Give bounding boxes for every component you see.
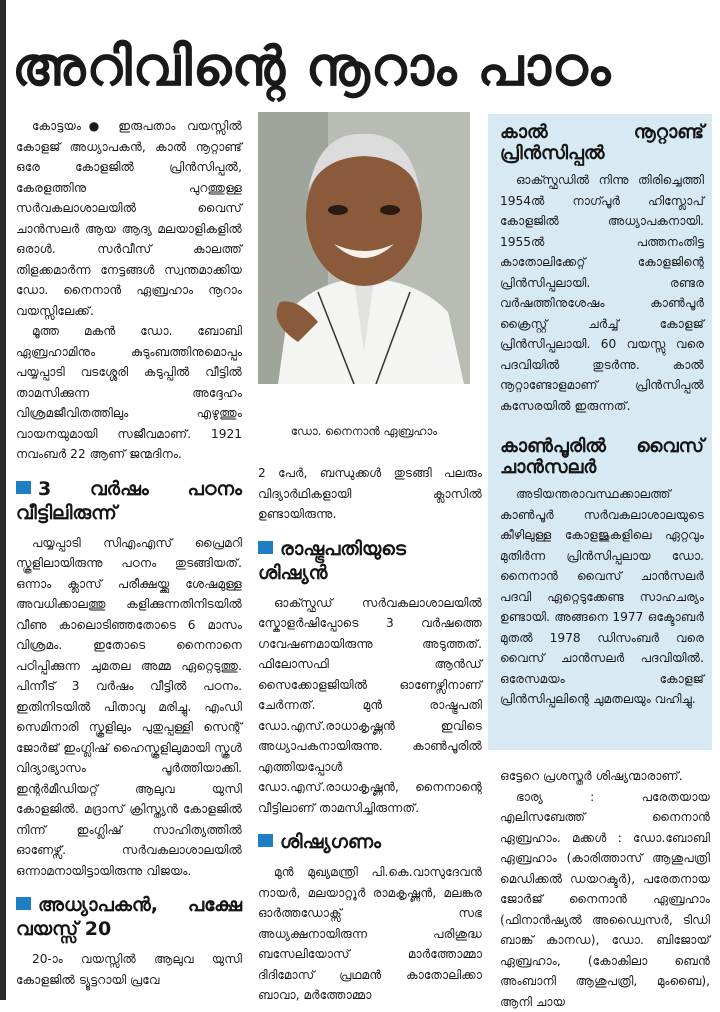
article-column-2 (258, 463, 482, 1006)
page-edge-bar (0, 0, 6, 1000)
disciples-paragraph: മുൻ മുഖ്യമന്ത്രി പി.കെ.വാസുദേവൻ നായർ, മലയാറ്റൂർ രാമകൃഷ്ണൻ, മലങ്കര ഓർത്തഡോക്സ് സഭ അധ്യക്ഷനായിരുന്ന പരിശുദ്ധ ബസേലിയോസ് മാർത്തോമ്മാ ദിദിമോസ് പ്രഥമൻ കാതോലിക്കാ ബാവാ, മർത്തോമ്മാ (258, 862, 482, 1006)
box-heading-vice-chancellor: കാൺപൂരിൽ വൈസ് ചാൻസലർ (500, 436, 704, 478)
study-paragraph: പയ്യപ്പാടി സിഎംഎസ് പ്രൈമറി സ്കൂളിലായിരുന്നു പഠനം തുടങ്ങിയത്. ഒന്നാം ക്ലാസ് പരീക്ഷയ്ക്കു ശേഷമുള്ള അവധിക്കാലത്തു കളിക്കുന്നതിനിടയിൽ വീണു കാലൊടിഞ്ഞതോടെ 6 മാസം വിശ്രമം. ഇതോടെ നൈനാനെ പഠിപ്പിക്കുന്ന ചുമതല അമ്മ ഏറ്റെടുത്തു. പിന്നീട് 3 വർഷം വീട്ടിൽ പഠനം. ഇതിനിടയിൽ പിതാവു മരിച്ചു. എംഡി സെമിനാരി സ്കൂളിലും പുതുപ്പള്ളി സെന്റ് ജോർജ് ഇംഗ്ലിഷ് ഹൈസ്കൂളിലുമായി സ്കൂൾ വിദ്യാഭ്യാസം പൂർത്തിയാക്കി. ഇന്റർമീഡിയറ്റ് ആലുവ യുസി കോളജിൽ. മദ്രാസ് ക്രിസ്ത്യൻ കോളജിൽ നിന്ന് ഇംഗ്ലിഷ് സാഹിത്യത്തിൽ ഓണേഴ്സ്. സർവകലാശാലയിൽ ഒന്നാമനായിട്ടായിരുന്നു വിജയം. (16, 533, 242, 882)
continued-paragraph: 2 പേർ, ബന്ധുക്കൾ തുടങ്ങി പലരും വിദ്യാർഥികളായി ക്ലാസിൽ ഉണ്ടായിരുന്നു. (258, 463, 482, 525)
subheading-disciples: ശിഷ്യഗണം (258, 830, 482, 854)
subheading-study: 3 വർഷം പഠനം വീട്ടിലിരുന്ന് (16, 477, 242, 525)
square-bullet-icon (16, 897, 31, 910)
square-bullet-icon (16, 481, 31, 494)
box-paragraph-principal: ഓക്സ്ഫഡിൽ നിന്നു തിരിച്ചെത്തി 1954ൽ നാഗ്പൂർ ഹിസ്ലോപ് കോളജിൽ അധ്യാപകനായി. 1955ൽ പത്തനംതിട്ട കാതോലിക്കേറ്റ് കോളജിന്റെ പ്രിൻസിപ്പലായി. രണ്ടര വർഷത്തിനുശേഷം കാൺപൂർ ക്രൈസ്റ്റ് ചർച്ച് കോളജ് പ്രിൻസിപ്പലായി. 60 വയസ്സു വരെ പദവിയിൽ തുടർന്നു. കാൽ നൂറ്റാണ്ടോളമാണ് പ്രിൻസിപ്പൽ കസേരയിൽ ഇരുന്നത്. (500, 170, 704, 416)
family-paragraph: ഭാര്യ : പരേതയായ എലിസബേത്ത് നൈനാൻ ഏബ്രഹാം. മക്കൾ : ഡോ.ബോബി ഏബ്രഹാം (കാരിത്താസ് ആശുപത്രി മെഡിക്കൽ ഡയറക്ടർ), പരേതനായ ജോർജ് നൈനാൻ ഏബ്രഹാം (ഫിനാൻഷ്യൽ അഡ്വൈസർ, ടിഡി ബാങ്ക് കാനഡ), ഡോ. ബിജോയ് ഏബ്രഹാം, (കോകിലാ ബെൻ അംബാനി ആശുപത്രി, മുംബൈ), ആനി ചായ (500, 787, 710, 1012)
portrait-illustration (258, 112, 470, 384)
page-headline: അറിവിന്റെ നൂറാം പാഠം (12, 22, 712, 112)
square-bullet-icon (258, 541, 273, 554)
president-paragraph: ഓക്സ്ഫഡ് സർവകലാശാലയിൽ സ്കോളർഷിപ്പോടെ 3 വർഷത്തെ ഗവേഷണമായിരുന്നു അടുത്തത്. ഫിലോസഫി ആൻഡ് സൈക്കോളജിയിൽ ഓണേഴ്സിനാണ് ചേർന്നത്. മുൻ രാഷ്ട്രപതി ഡോ.എസ്.രാധാകൃഷ്ണൻ ഇവിടെ അധ്യാപകനായിരുന്നു. കാൺപൂരിൽ എത്തിയപ്പോൾ ഡോ.എസ്.രാധാകൃഷ്ണൻ, നൈനാന്റെ വീട്ടിലാണ് താമസിച്ചിരുന്നത്. (258, 593, 482, 819)
principal-box-content (500, 122, 704, 416)
intro-paragraph-2: മൂത്ത മകൻ ഡോ. ബോബി ഏബ്രഹാമിനും കുടുംബത്തിനുമൊപ്പം പയ്യപ്പാടി വടശ്ശേരി കടുപ്പിൽ വീട്ടിൽ താമസിക്കുന്ന അദ്ദേഹം വിശ്രമജീവിതത്തിലും എഴുത്തും വായനയുമായി സജീവമാണ്. 1921 നവംബർ 22 ആണ് ജന്മദിനം. (16, 321, 242, 465)
box-paragraph-vice-chancellor: അടിയന്തരാവസ്ഥക്കാലത്ത് കാൺപൂർ സർവകലാശാലയുടെ കീഴിലുള്ള കോളജുകളിലെ ഏറ്റവും മുതിർന്ന പ്രിൻസിപ്പലായ ഡോ. നൈനാൻ വൈസ് ചാൻസലർ പദവി ഏറ്റെടുക്കേണ്ട സാഹചര്യം ഉണ്ടായി. അങ്ങനെ 1977 ഒക്ടോബർ മുതൽ 1978 ഡിസംബർ വരെ വൈസ് ചാൻസലർ പദവിയിൽ. ഒരേസമയം കോളജ് പ്രിൻസിപ്പലിന്റെ ചുമതലയും വഹിച്ചു. (500, 484, 704, 710)
article-column-1 (16, 116, 242, 990)
vice-chancellor-box-content (500, 436, 704, 710)
article-column-3 (500, 766, 710, 1012)
portrait-photo (258, 112, 470, 384)
photo-caption: ഡോ. നൈനാൻ ഏബ്രഹാം (258, 424, 470, 439)
intro-paragraph: കോട്ടയം● ഇരുപതാം വയസ്സിൽ കോളജ് അധ്യാപകൻ, കാൽ നൂറ്റാണ്ട് ഒരേ കോളജിൽ പ്രിൻസിപ്പൽ, കേരളത്തിനു പുറത്തുള്ള സർവകലാശാലയിൽ വൈസ് ചാൻസലർ ആയ ആദ്യ മലയാളികളിൽ ഒരാൾ. സർവീസ് കാലത്ത് തിളക്കമാർന്ന നേട്ടങ്ങൾ സ്വന്തമാക്കിയ ഡോ. നൈനാൻ ഏബ്രഹാം നൂറാം വയസ്സിലേക്ക്. (16, 116, 242, 321)
family-intro: ഒട്ടേറെ പ്രശസ്തർ ശിഷ്യന്മാരാണ്. (500, 766, 710, 787)
square-bullet-icon (258, 834, 273, 847)
subheading-teacher: അധ്യാപകൻ, പക്ഷേ വയസ്സ് 20 (16, 893, 242, 941)
teacher-paragraph: 20-ാം വയസ്സിൽ ആലുവ യുസി കോളജിൽ ട്യൂട്ടറായി പ്രവേ (16, 949, 242, 990)
subheading-president: രാഷ്ട്രപതിയുടെ ശിഷ്യൻ (258, 537, 482, 585)
box-heading-principal: കാൽ നൂറ്റാണ്ട് പ്രിൻസിപ്പൽ (500, 122, 704, 164)
